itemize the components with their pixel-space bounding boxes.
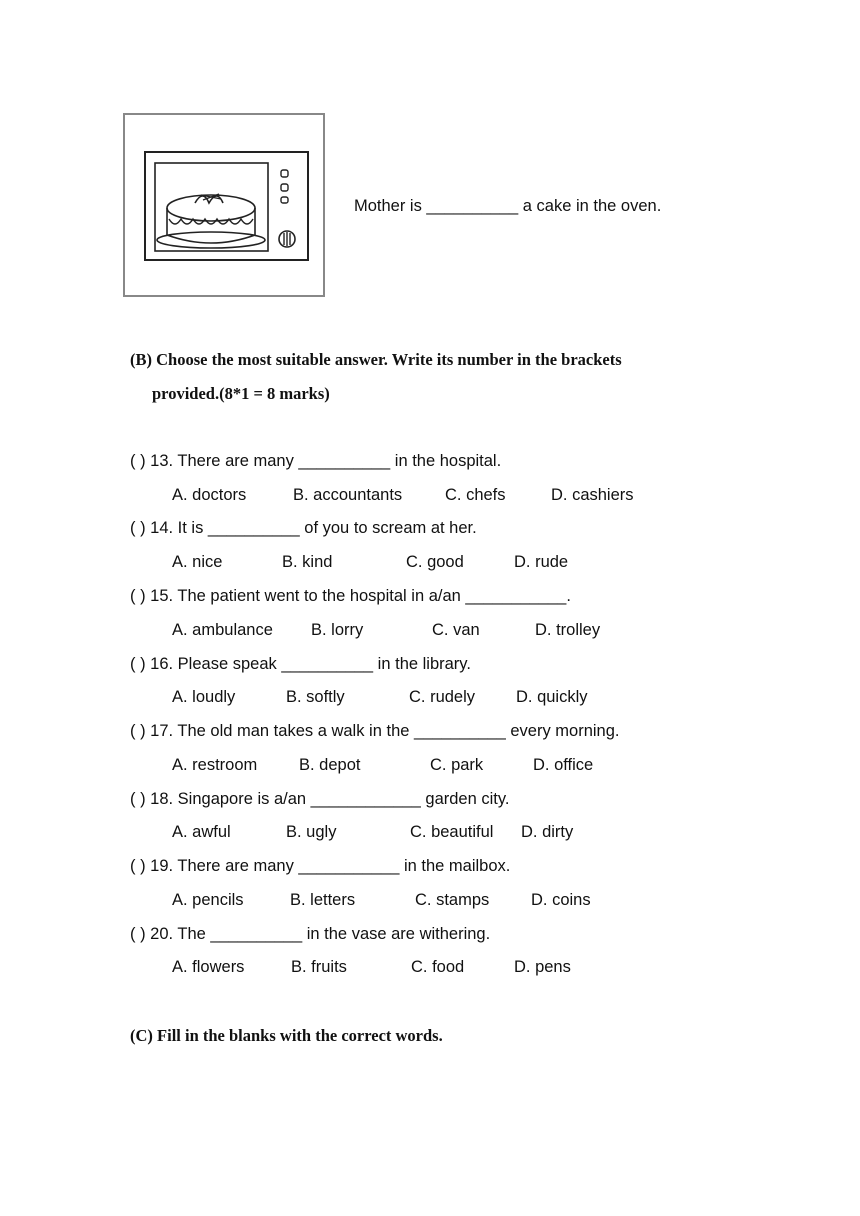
question-20-stem: ( ) 20. The __________ in the vase are withering.	[130, 925, 491, 943]
question-15-option-a: A. ambulance	[172, 621, 273, 639]
question-16-stem: ( ) 16. Please speak __________ in the library.	[130, 655, 471, 673]
question-15-option-d: D. trolley	[535, 621, 601, 639]
question-16-option-d: D. quickly	[516, 688, 588, 706]
question-16-option-c: C. rudely	[409, 688, 476, 706]
question-18-option-b: B. ugly	[286, 823, 337, 841]
question-15-stem: ( ) 15. The patient went to the hospital in a/an ___________.	[130, 587, 571, 605]
question-15-option-b: B. lorry	[311, 621, 364, 639]
question-13-option-c: C. chefs	[445, 486, 506, 504]
question-20-option-c: C. food	[411, 958, 465, 976]
section-c-heading: (C) Fill in the blanks with the correct words.	[130, 1026, 443, 1045]
question-18-option-d: D. dirty	[521, 823, 574, 841]
section-b-heading-continued: provided.(8*1 = 8 marks)	[152, 384, 330, 403]
question-14-stem: ( ) 14. It is __________ of you to scream at her.	[130, 519, 477, 537]
question-17-stem: ( ) 17. The old man takes a walk in the __________ every morning.	[130, 722, 620, 740]
question-17-option-c: C. park	[430, 756, 484, 774]
section-b-heading: (B) Choose the most suitable answer. Write its number in the brackets	[130, 350, 622, 369]
question-19-option-b: B. letters	[290, 891, 356, 909]
question-20-option-d: D. pens	[514, 958, 571, 976]
question-14-option-d: D. rude	[514, 553, 569, 571]
question-13-option-d: D. cashiers	[551, 486, 634, 504]
question-16-option-b: B. softly	[286, 688, 345, 706]
microwave-cake-picture	[123, 113, 325, 297]
question-16-option-a: A. loudly	[172, 688, 236, 706]
question-19-stem: ( ) 19. There are many ___________ in the mailbox.	[130, 857, 511, 875]
question-14-option-c: C. good	[406, 553, 464, 571]
question-13-option-a: A. doctors	[172, 486, 247, 504]
question-17-option-d: D. office	[533, 756, 594, 774]
question-13-stem: ( ) 13. There are many __________ in the hospital.	[130, 452, 502, 470]
question-17-option-b: B. depot	[299, 756, 361, 774]
question-19-option-a: A. pencils	[172, 891, 244, 909]
question-18-option-a: A. awful	[172, 823, 231, 841]
microwave-cake-illustration	[125, 115, 323, 295]
question-19-option-d: D. coins	[531, 891, 591, 909]
question-14-option-a: A. nice	[172, 553, 223, 571]
question-18-option-c: C. beautiful	[410, 823, 494, 841]
question-15-option-c: C. van	[432, 621, 480, 639]
question-20-option-a: A. flowers	[172, 958, 245, 976]
question-18-stem: ( ) 18. Singapore is a/an ____________ garden city.	[130, 790, 510, 808]
question-17-option-a: A. restroom	[172, 756, 258, 774]
question-13-option-b: B. accountants	[293, 486, 403, 504]
picture-question-sentence: Mother is __________ a cake in the oven.	[354, 197, 662, 215]
question-19-option-c: C. stamps	[415, 891, 490, 909]
question-20-option-b: B. fruits	[291, 958, 347, 976]
question-14-option-b: B. kind	[282, 553, 333, 571]
